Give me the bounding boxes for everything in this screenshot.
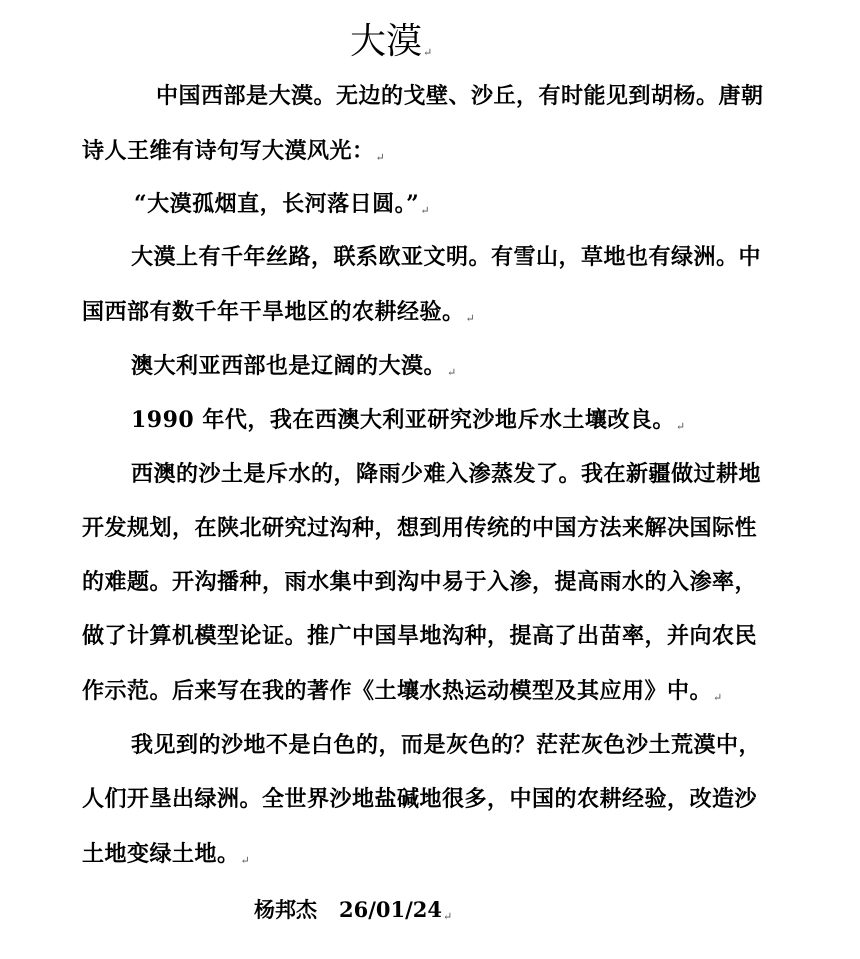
paragraph-2-line-2 [82, 296, 475, 335]
line-text: 澳大利亚西部也是辽阔的大漠。 [131, 353, 447, 379]
paragraph-6-line-1 [131, 729, 761, 761]
line-text: 我见到的沙地不是白色的，而是灰色的？茫茫灰色沙土荒漠中， [131, 732, 762, 758]
document-title [350, 18, 432, 77]
paragraph-mark-icon: ↵ [443, 910, 453, 923]
line-text: 西澳的沙土是斥水的，降雨少难入渗蒸发了。我在新疆做过耕地 [131, 461, 762, 487]
paragraph-6-line-2 [82, 783, 757, 815]
signature-date: 26/01/24 [339, 897, 443, 922]
paragraph-mark-icon: ↵ [713, 691, 723, 704]
paragraph-mark-icon: ↵ [465, 312, 476, 325]
paragraph-mark-icon: ↵ [675, 420, 686, 433]
paragraph-mark-icon: ↵ [420, 204, 431, 217]
paragraph-4-line-1 [131, 404, 686, 443]
paragraph-1-line-2 [82, 135, 385, 174]
line-text: 作示范。后来写在我的著作《土壤水热运动模型及其应用》中。 [82, 678, 713, 704]
paragraph-mark-icon: ↵ [240, 854, 251, 867]
paragraph-2-line-1 [131, 241, 761, 273]
paragraph-mark-icon: ↵ [423, 46, 433, 59]
signature-author: 杨邦杰 [254, 897, 317, 922]
paragraph-mark-icon: ↵ [375, 151, 386, 164]
line-text: 诗人王维有诗句写大漠风光： [82, 138, 375, 164]
line-text: 的难题。开沟播种，雨水集中到沟中易于入渗，提高雨水的入渗率， [82, 569, 758, 595]
paragraph-1-line-1 [156, 80, 764, 112]
paragraph-5-line-4 [82, 620, 757, 652]
paragraph-5-line-2 [82, 512, 757, 544]
line-text: 中国西部是大漠。无边的戈壁、沙丘，有时能见到胡杨。唐朝 [156, 83, 764, 109]
paragraph-5-line-5 [82, 675, 723, 714]
paragraph-5-line-1 [131, 458, 761, 490]
signature [254, 894, 452, 933]
line-text: “大漠孤烟直，长河落日圆。” [134, 191, 420, 217]
line-text: 国西部有数千年干旱地区的农耕经验。 [82, 299, 465, 325]
paragraph-6-line-3 [82, 838, 250, 877]
paragraph-mark-icon: ↵ [447, 366, 457, 379]
line-text: 大漠上有千年丝路，联系欧亚文明。有雪山，草地也有绿洲。中 [131, 244, 762, 270]
title-text: 大漠 [350, 21, 423, 62]
line-text: 土地变绿土地。 [82, 841, 240, 867]
quote-line [134, 188, 430, 227]
line-text: 人们开垦出绿洲。全世界沙地盐碱地很多，中国的农耕经验，改造沙 [82, 786, 758, 812]
line-text: 开发规划，在陕北研究过沟种，想到用传统的中国方法来解决国际性 [82, 515, 758, 541]
paragraph-3-line-1 [131, 350, 457, 389]
paragraph-5-line-3 [82, 566, 757, 598]
line-text: 1990 年代，我在西澳大利亚研究沙地斥水土壤改良。 [131, 407, 675, 433]
line-text: 做了计算机模型论证。推广中国旱地沟种，提高了出苗率，并向农民 [82, 623, 758, 649]
